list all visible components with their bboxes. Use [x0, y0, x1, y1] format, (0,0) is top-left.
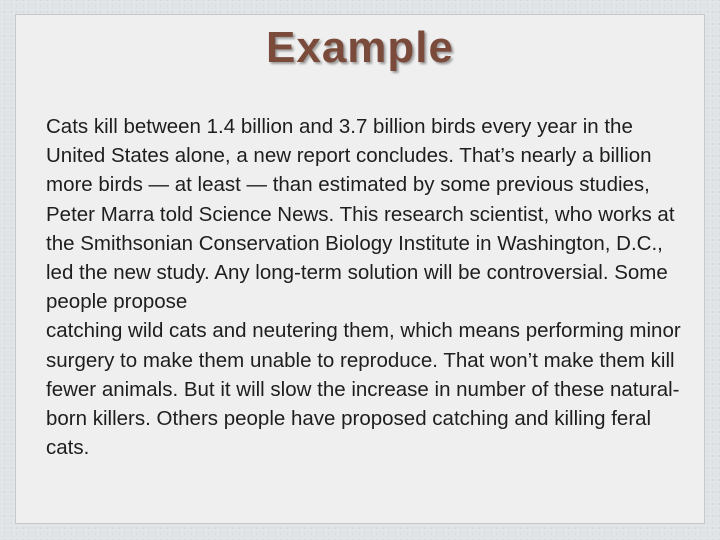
slide-title: Example — [266, 23, 454, 72]
body-paragraph-1: Cats kill between 1.4 billion and 3.7 billion birds every year in the United States alone, a new report concludes. That’s nearly a billion more birds — at least — than estimated by some previous studies, Peter Marra told Science News. This research scientist, who works at the Smithsonian Conservation Biology Institute in Washington, D.C., led the new study. Any long-term solution will be controversial. Some people propose — [46, 115, 675, 314]
body-paragraph-2: catching wild cats and neutering them, which means performing minor surgery to make them unable to reproduce. That won’t make them kill fewer animals. But it will slow the increase in number of these natural-born killers. Others people have proposed catching and killing feral cats. — [46, 319, 681, 460]
slide-body — [46, 112, 686, 462]
